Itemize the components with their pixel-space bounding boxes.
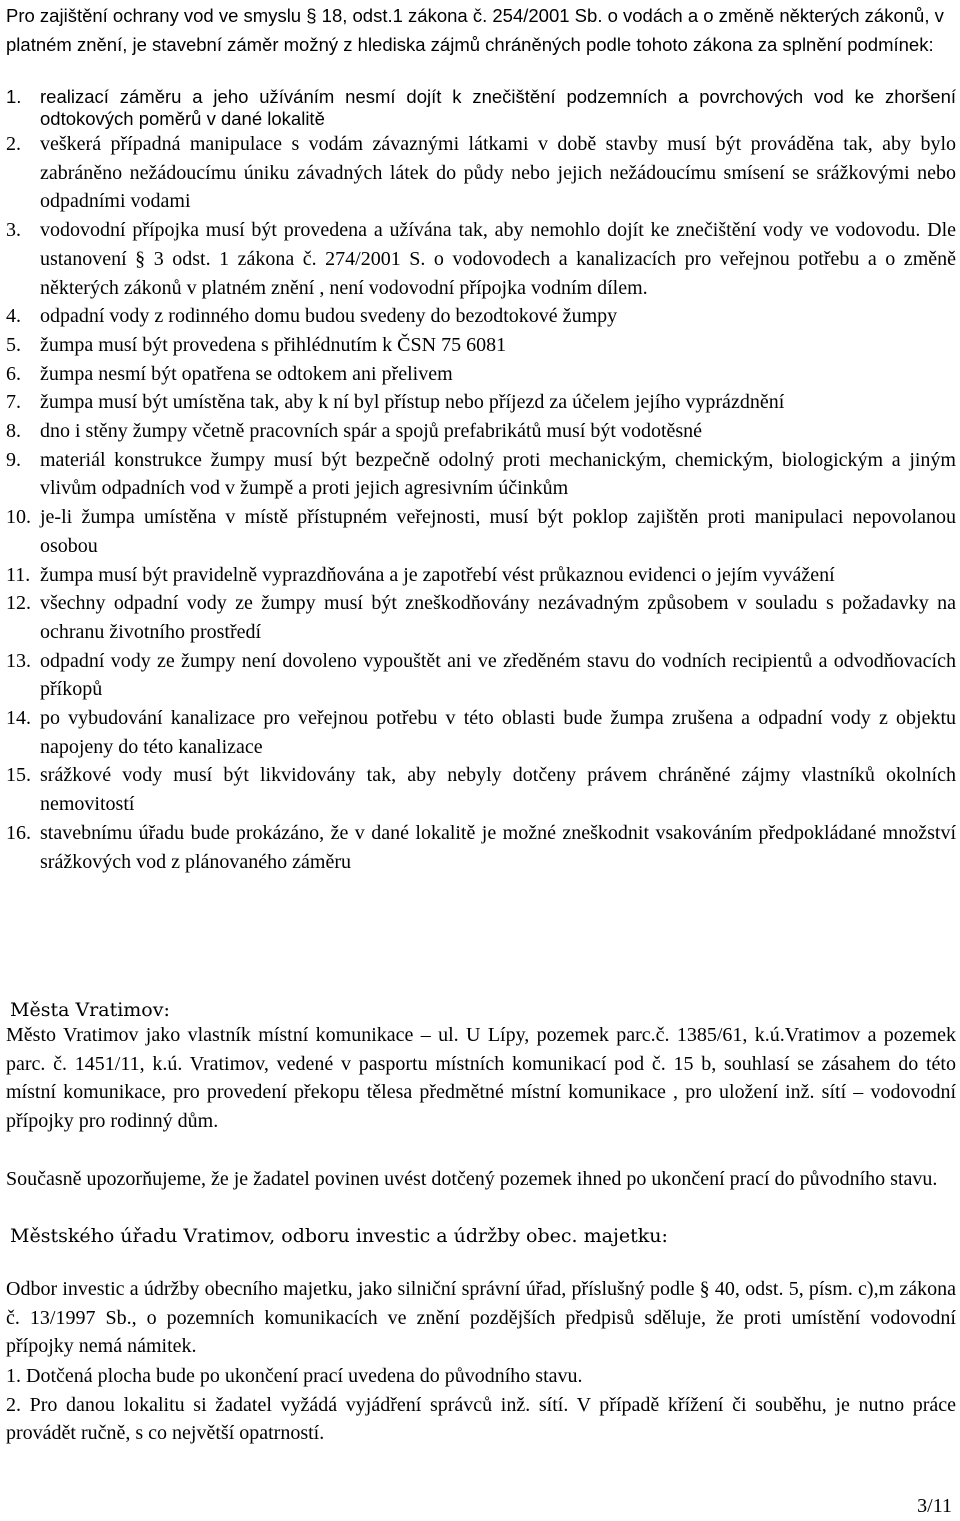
list-item (6, 302, 956, 331)
item-number: 16. (6, 821, 31, 844)
list-item (6, 561, 956, 590)
conditions-list (6, 86, 956, 876)
office-paragraph: Odbor investic a údržby obecního majetku, jako silniční správní úřad, příslušný podle § 40, odst. 5, písm. c),m zákona č. 13/1997 Sb., o pozemních komunikacích ve znění pozdějších předpisů sděluje, že proti umístění vodovodní přípojky nemá námitek. (6, 1278, 956, 1358)
list-item (6, 503, 956, 560)
item-number: 13. (6, 649, 31, 672)
item-text: žumpa musí být provedena s přihlédnutím k ČSN 75 6081 (40, 333, 507, 356)
list-item (6, 819, 956, 876)
item-number: 2. (6, 133, 21, 155)
city-notice-paragraph: Současně upozorňujeme, že je žadatel povinen uvést dotčený pozemek ihned po ukončení prací do původního stavu. (6, 1168, 938, 1190)
item-text: žumpa musí být umístěna tak, aby k ní byl přístup nebo příjezd za účelem jejího vyprázdnění (40, 391, 785, 414)
list-item (6, 86, 956, 130)
item-number: 1. (6, 86, 22, 107)
item-text: je-li žumpa umístěna v místě přístupném veřejnosti, musí být poklop zajištěn proti manipulaci nepovolanou osobou (40, 506, 956, 557)
list-item (6, 417, 956, 446)
section-heading-office: Městského úřadu Vratimov, odboru investic a údržby obec. majetku: (10, 1225, 668, 1247)
list-item (6, 360, 956, 389)
list-item (6, 331, 956, 360)
item-text: srážkové vody musí být likvidovány tak, aby nebyly dotčeny právem chráněné zájmy vlastníků okolních nemovitostí (40, 764, 956, 816)
item-number: 7. (6, 391, 21, 414)
list-item (6, 704, 956, 761)
list-item (6, 647, 956, 704)
office-list (6, 1362, 956, 1448)
section-heading-city: Města Vratimov: (10, 999, 170, 1021)
item-number: 4. (6, 305, 21, 328)
list-item: 1. Dotčená plocha bude po ukončení prací uvedena do původního stavu. (6, 1365, 583, 1387)
list-item (6, 216, 956, 302)
item-text: po vybudování kanalizace pro veřejnou potřebu v této oblasti bude žumpa zrušena a odpadní vody z objektu napojeny do této kanalizace (40, 707, 956, 758)
item-text: veškerá případná manipulace s vodám závaznými látkami v době stavby musí být prováděna tak, aby bylo zabráněno nežádoucímu úniku závadných látek do půdy nebo jejich nežádoucímu smísení se srážkovými nebo odpadními vodami (40, 133, 956, 213)
item-text: materiál konstrukce žumpy musí být bezpečně odolný proti mechanickým, chemickým, biologickým a jiným vlivům odpadních vod v žumpě a proti jejich agresivním účinkům (40, 448, 956, 500)
list-item (6, 130, 956, 216)
list-item (6, 761, 956, 818)
page-number: 3/11 (917, 1495, 952, 1517)
list-item: 2. Pro danou lokalitu si žadatel vyžádá vyjádření správců inž. sítí. V případě křížení či souběhu, je nutno práce provádět ručně, s co největší opatrností. (6, 1393, 956, 1445)
item-number: 15. (6, 764, 31, 787)
list-item (6, 446, 956, 503)
item-text: všechny odpadní vody ze žumpy musí být zneškodňovány nezávadným způsobem v souladu s požadavky na ochranu životního prostředí (40, 592, 956, 643)
list-item (6, 589, 956, 646)
item-text: odpadní vody ze žumpy není dovoleno vypouštět ani ve zředěném stavu do vodních recipientů a odvodňovacích příkopů (40, 649, 956, 701)
item-number: 6. (6, 362, 21, 385)
item-number: 5. (6, 333, 21, 356)
item-number: 14. (6, 707, 31, 730)
item-number: 10. (6, 506, 31, 529)
item-number: 3. (6, 219, 21, 242)
item-text: vodovodní přípojka musí být provedena a užívána tak, aby nemohlo dojít ke znečištění vody ve vodovodu. Dle ustanovení § 3 odst. 1 zákona č. 274/2001 S. o vodovodech a kanalizacích pro veřejnou potřebu a o změně některých zákonů v platném znění , není vodovodní přípojka vodním dílem. (40, 219, 956, 299)
item-number: 12. (6, 592, 31, 615)
intro-paragraph: Pro zajištění ochrany vod ve smyslu § 18, odst.1 zákona č. 254/2001 Sb. o vodách a o změně některých zákonů, v platném znění, je stavební záměr možný z hlediska zájmů chráněných podle tohoto zákona za splnění podmínek: (6, 5, 944, 55)
list-item (6, 388, 956, 417)
item-text: žumpa nesmí být opatřena se odtokem ani přelivem (40, 362, 453, 385)
item-text: realizací záměru a jeho užíváním nesmí dojít k znečištění podzemních a povrchových vod ke zhoršení odtokových poměrů v dané lokalitě (40, 86, 956, 129)
item-text: žumpa musí být pravidelně vyprazdňována a je zapotřebí vést průkaznou evidenci o jejím vyvážení (40, 563, 835, 586)
item-number: 8. (6, 420, 21, 443)
item-number: 9. (6, 448, 21, 471)
item-number: 11. (6, 563, 31, 586)
item-text: stavebnímu úřadu bude prokázáno, že v dané lokalitě je možné zneškodnit vsakováním předpokládané množství srážkových vod z plánovaného záměru (40, 821, 956, 873)
item-text: dno i stěny žumpy včetně pracovních spár a spojů prefabrikátů musí být vodotěsné (40, 420, 703, 443)
item-text: odpadní vody z rodinného domu budou svedeny do bezodtokové žumpy (40, 305, 618, 328)
city-paragraph: Město Vratimov jako vlastník místní komunikace – ul. U Lípy, pozemek parc.č. 1385/61, k.ú.Vratimov a pozemek parc. č. 1451/11, k.ú. Vratimov, vedené v pasportu místních komunikací pod č. 15 b, souhlasí se zásahem do této místní komunikace, pro provedení překopu tělesa předmětné místní komunikace , pro uložení inž. sítí – vodovodní přípojky pro rodinný dům. (6, 1024, 956, 1133)
